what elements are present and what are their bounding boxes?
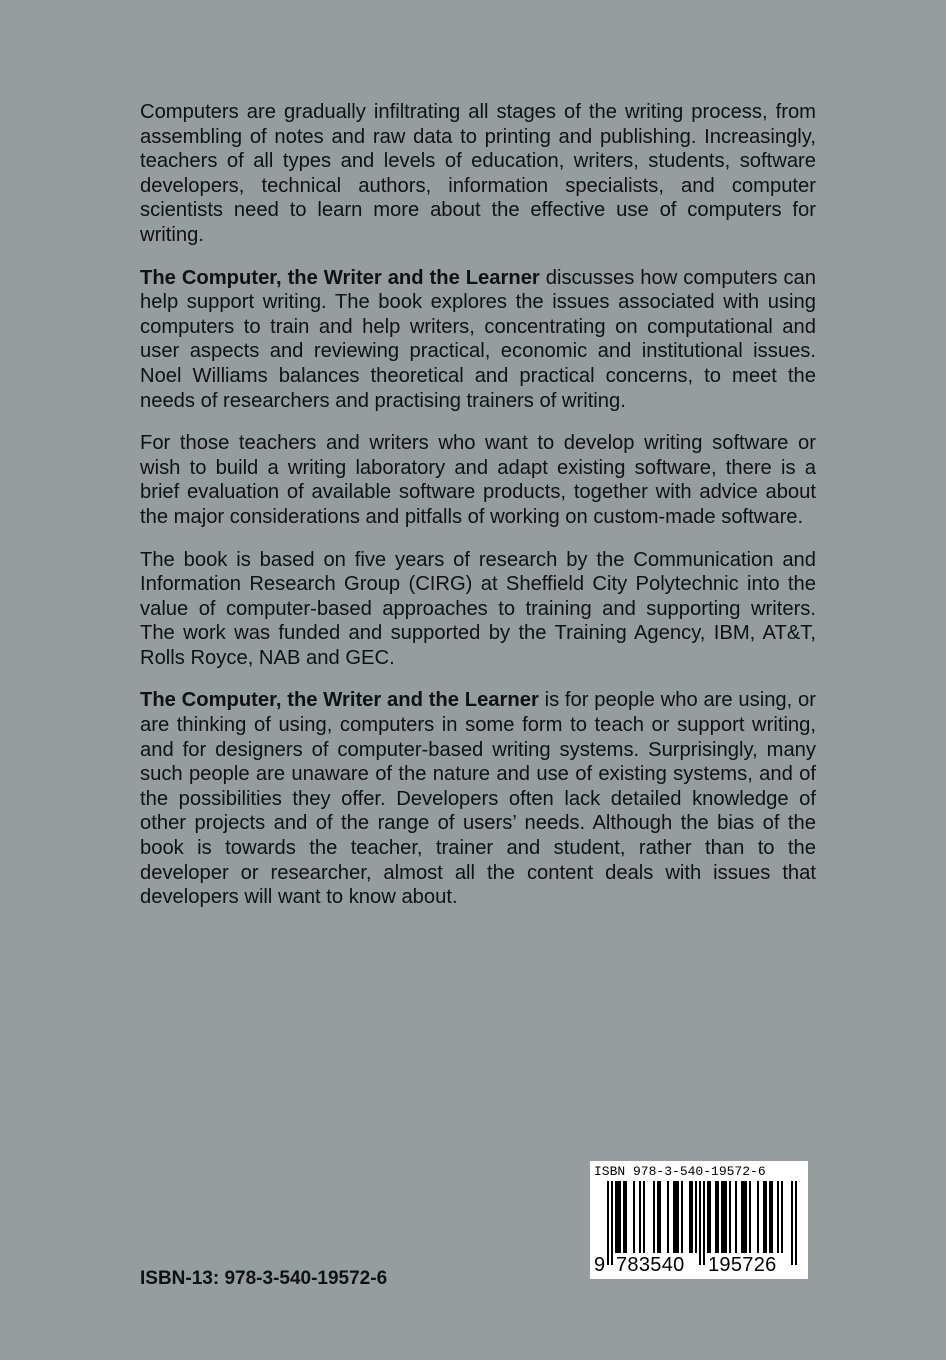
barcode-bar xyxy=(703,1181,705,1265)
barcode-bar xyxy=(615,1181,621,1253)
barcode-bar xyxy=(749,1181,751,1253)
barcode-bar xyxy=(623,1181,627,1253)
barcode-digits-right: 195726 xyxy=(708,1254,777,1276)
barcode-bar xyxy=(611,1181,613,1265)
blurb-paragraph-2-text: discusses how computers can help support writing. The book explores the issues associated with using computers to train and help writers, concentrating on computational and user aspects and reviewing practical, economic and institutional issues. Noel Williams balances theoretical and practical concerns, to meet the needs of researchers and practising trainers of writing. xyxy=(140,266,816,412)
barcode-bar xyxy=(721,1181,727,1253)
barcode-bar xyxy=(633,1181,635,1253)
book-title-mention: The Computer, the Writer and the Learner xyxy=(140,266,540,289)
barcode-bar xyxy=(769,1181,773,1253)
barcode-bar xyxy=(707,1181,711,1253)
blurb-paragraph-2 xyxy=(140,266,816,414)
barcode-bar xyxy=(741,1181,747,1253)
barcode-bar xyxy=(781,1181,783,1253)
barcode-bar xyxy=(735,1181,737,1253)
barcode-digits-left: 783540 xyxy=(616,1254,685,1276)
barcode-bar xyxy=(791,1181,793,1265)
barcode-bar xyxy=(729,1181,731,1253)
blurb-paragraph-5-text: is for people who are using, or are thinking of using, computers in some form to teach or support writing, and for designers of computer-based writing systems. Surprisingly, many such people are unaware of the nature and use of existing systems, and of the possibilities they offer. Developers often lack detailed knowledge of other projects and of the range of users’ needs. Although the bias of the book is towards the teacher, trainer and student, rather than to the developer or researcher, almost all the content deals with issues that developers will want to know about. xyxy=(140,689,816,909)
blurb-paragraph-3: For those teachers and writers who want to develop writing software or wish to build a writing laboratory and adapt existing software, there is a brief evaluation of available software products, together with advice about the major considerations and pitfalls of working on custom-made software. xyxy=(140,432,816,528)
blurb-paragraph-4: The book is based on five years of research by the Communication and Information Research Group (CIRG) at Sheffield City Polytechnic into the value of computer-based approaches to training and supporting writers. The work was funded and supported by the Training Agency, IBM, AT&T, Rolls Royce, NAB and GEC. xyxy=(140,548,816,669)
back-cover-blurb xyxy=(140,100,816,910)
barcode-bar xyxy=(689,1181,693,1253)
barcode-bar xyxy=(607,1181,609,1265)
barcode-bar xyxy=(667,1181,669,1253)
isbn-label: ISBN-13: 978-3-540-19572-6 xyxy=(140,1268,388,1289)
barcode-bar xyxy=(695,1181,697,1253)
barcode-digit-first: 9 xyxy=(594,1254,606,1276)
barcode-isbn-text: ISBN 978-3-540-19572-6 xyxy=(594,1164,766,1179)
blurb-paragraph-5 xyxy=(140,688,816,909)
barcode-bar xyxy=(657,1181,661,1253)
barcode-bar xyxy=(763,1181,767,1253)
barcode-bar xyxy=(681,1181,683,1253)
barcode-bar xyxy=(777,1181,779,1253)
barcode-bar xyxy=(639,1181,641,1253)
barcode-bar xyxy=(673,1181,679,1253)
isbn-barcode xyxy=(590,1161,808,1279)
barcode-bar xyxy=(699,1181,701,1265)
blurb-paragraph-1: Computers are gradually infiltrating all stages of the writing process, from assembling of notes and raw data to printing and publishing. Increasingly, teachers of all types and levels of education, writers, students, software developers, technical authors, information specialists, and computer scientists need to learn more about the effective use of computers for writing. xyxy=(140,101,816,246)
barcode-bar xyxy=(715,1181,719,1253)
barcode-bar xyxy=(643,1181,645,1253)
barcode-bar xyxy=(757,1181,759,1253)
barcode-bar xyxy=(653,1181,655,1253)
barcode-bar xyxy=(795,1181,797,1265)
book-title-mention: The Computer, the Writer and the Learner xyxy=(140,689,539,712)
